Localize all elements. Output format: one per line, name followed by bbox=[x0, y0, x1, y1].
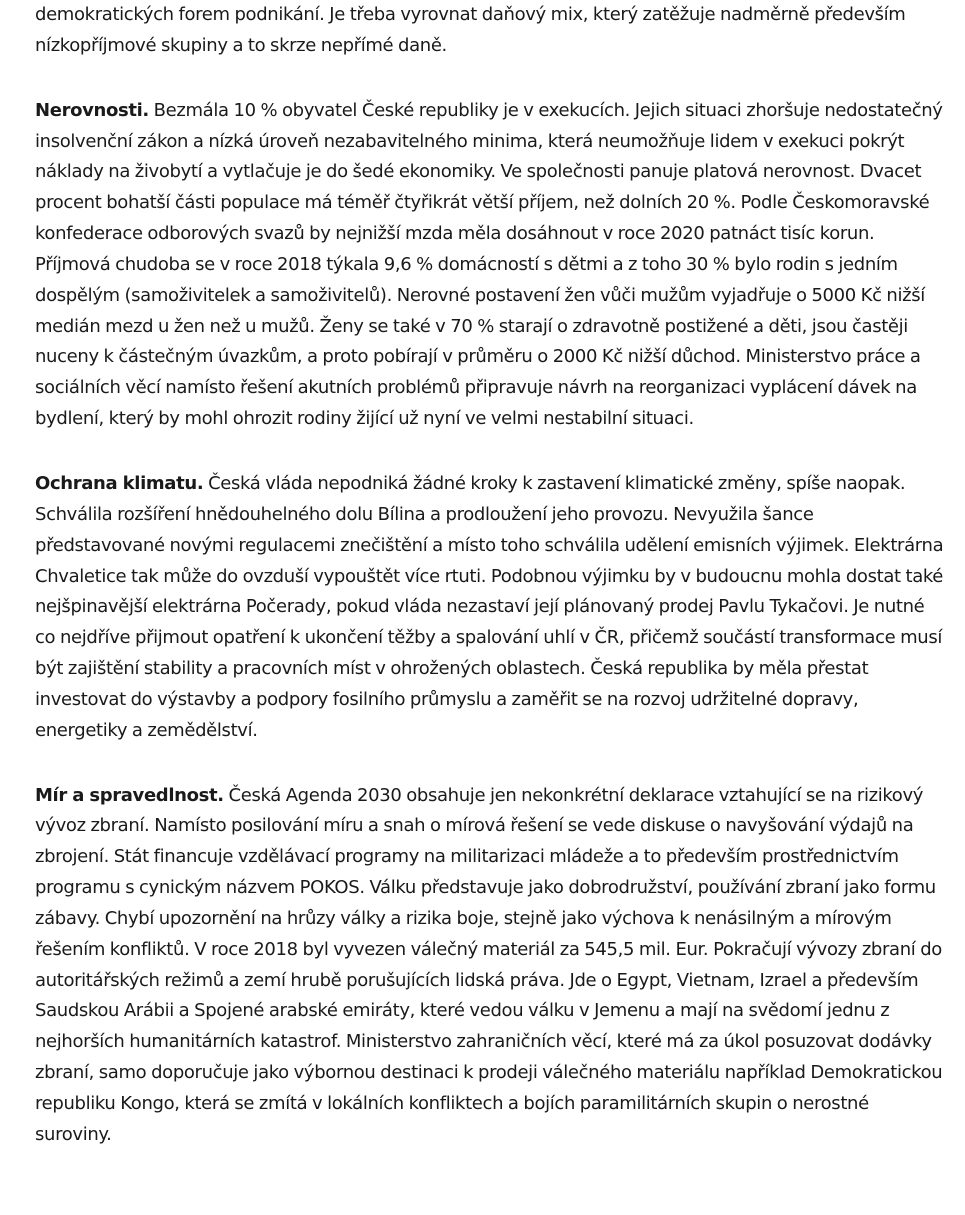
paragraph-intro bbox=[35, 0, 945, 62]
paragraph-text: Česká Agenda 2030 obsahuje jen nekonkrétní deklarace vztahující se na rizikový vývoz zbraní. Namísto posilování míru a snah o mírová řešení se vede diskuse o navyšování výdajů na zbrojení. Stát financuje vzdělávací programy na militarizaci mládeže a to především prostřednictvím programu s cynickým názvem POKOS. Válku představuje jako dobrodružství, používání zbraní jako formu zábavy. Chybí upozornění na hrůzy války a rizika boje, stejně jako výchova k nenásilným a mírovým řešením konfliktů. V roce 2018 byl vyvezen válečný materiál za 545,5 mil. Eur. Pokračují vývozy zbraní do autoritářských režimů a zemí hrubě porušujících lidská práva. Jde o Egypt, Vietnam, Izrael a především Saudskou Arábii a Spojené arabské emiráty, které vedou válku v Jemenu a mají na svědomí jednu z nejhorších humanitárních katastrof. Ministerstvo zahraničních věcí, které má za úkol posuzovat dodávky zbraní, samo doporučuje jako výbornou destinaci k prodeji válečného materiálu například Demokratickou republiku Kongo, která se zmítá v lokálních konfliktech a bojích paramilitárních skupin o nerostné suroviny. bbox=[35, 784, 943, 1145]
paragraph-text: Česká vláda nepodniká žádné kroky k zastavení klimatické změny, spíše naopak. Schválila rozšíření hnědouhelného dolu Bílina a prodloužení jeho provozu. Nevyužila šance představované novými regulacemi znečištění a místo toho schválila udělení emisních výjimek. Elektrárna Chvaletice tak může do ovzduší vypouštět více rtuti. Podobnou výjimku by v budoucnu mohla dostat také nejšpinavější elektrárna Počerady, pokud vláda nezastaví její plánovaný prodej Pavlu Tykačovi. Je nutné co nejdříve přijmout opatření k ukončení těžby a spalování uhlí v ČR, přičemž součástí transformace musí být zajištění stability a pracovních míst v ohrožených oblastech. Česká republika by měla přestat investovat do výstavby a podpory fosilního průmyslu a zaměřit se na rozvoj udržitelné dopravy, energetiky a zemědělství. bbox=[35, 472, 944, 741]
paragraph-heading: Mír a spravedlnost. bbox=[35, 784, 224, 806]
paragraph-inequality bbox=[35, 96, 945, 435]
paragraph-text: Bezmála 10 % obyvatel České republiky je v exekucích. Jejich situaci zhoršuje nedostatečný insolvenční zákon a nízká úroveň nezabavitelného minima, která neumožňuje lidem v exekuci pokrýt náklady na živobytí a vytlačuje je do šedé ekonomiky. Ve společnosti panuje platová nerovnost. Dvacet procent bohatší části populace má téměř čtyřikrát větší příjem, než dolních 20 %. Podle Českomoravské konfederace odborových svazů by nejnižší mzda měla dosáhnout v roce 2020 patnáct tisíc korun. Příjmová chudoba se v roce 2018 týkala 9,6 % domácností s dětmi a z toho 30 % bylo rodin s jedním dospělým (samoživitelek a samoživitelů). Nerovné postavení žen vůči mužům vyjadřuje o 5000 Kč nižší medián mezd u žen než u mužů. Ženy se také v 70 % starají o zdravotně postižené a děti, jsou častěji nuceny k částečným úvazkům, a proto pobírají v průměru o 2000 Kč nižší důchod. Ministerstvo práce a sociálních věcí namísto řešení akutních problémů připravuje návrh na reorganizaci vyplácení dávek na bydlení, který by mohl ohrozit rodiny žijící už nyní ve velmi nestabilní situaci. bbox=[35, 99, 943, 430]
paragraph-climate bbox=[35, 469, 945, 747]
document-body bbox=[35, 0, 945, 1185]
paragraph-heading: Nerovnosti. bbox=[35, 99, 149, 121]
paragraph-text: demokratických forem podnikání. Je třeba vyrovnat daňový mix, který zatěžuje nadměrně především nízkopříjmové skupiny a to skrze nepřímé daně. bbox=[35, 4, 906, 56]
paragraph-heading: Ochrana klimatu. bbox=[35, 472, 204, 494]
paragraph-peace bbox=[35, 781, 945, 1151]
